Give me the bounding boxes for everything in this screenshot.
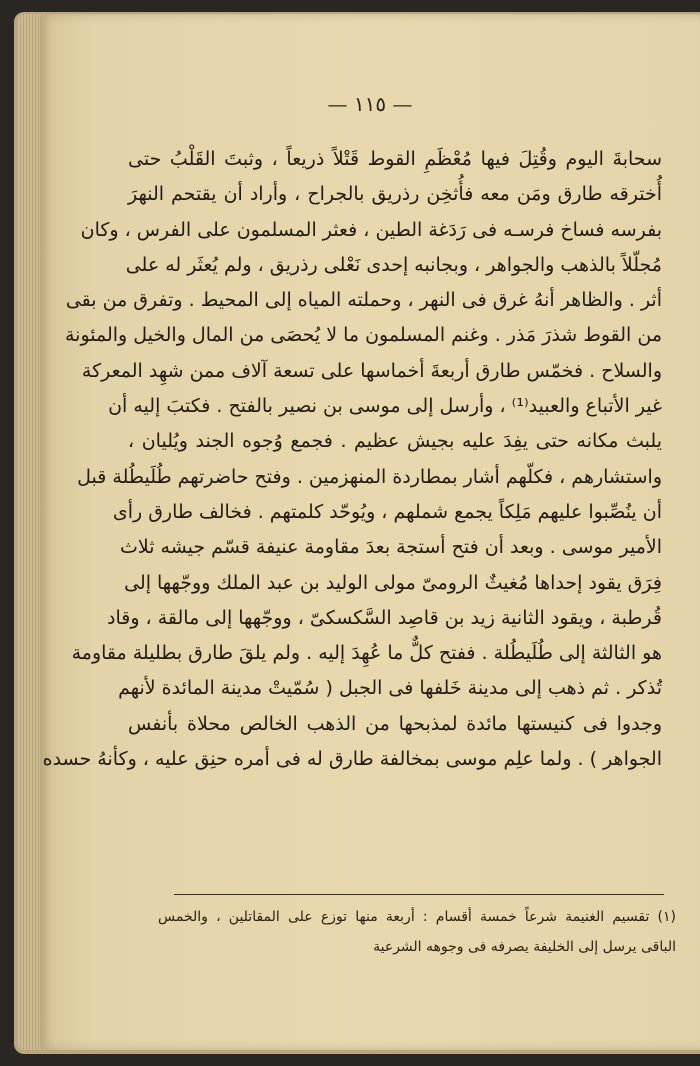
text-line: الأمير موسى . وبعد أن فتح أستجة بعدَ مقاومة عنيفة قسّم جيشه ثلاث (119, 536, 662, 559)
text-line: أُخترقه طارق ومَن معه فأُثخِن رذريق بالجراح ، وأراد أن يقتحم النهرَ (128, 183, 662, 206)
text-line: يلبث مكانه حتى يفِدَ عليه بجيش عظيم . فجمع وُجوه الجند ويُليان ، (128, 430, 662, 453)
book-page (40, 14, 700, 1050)
text-line: الجواهر ) . ولما علِم موسى بمخالفة طارق له فى أمره حنِق عليه ، وكأنهُ حسده (42, 748, 662, 771)
text-line: واستشارهم ، فكلّهم أشار بمطاردة المنهزمين . وفتح حاضرتهم طُلَيطُلة قبل (77, 465, 662, 488)
text-line: سحابةَ اليوم وقُتِلَ فيها مُعْظَمِ القوط قَتْلاً ذريعاً ، وثبتَ القَلْبُ حتى (128, 148, 662, 170)
text-line: وجدوا فى كنيستها مائدة لمذبحها من الذهب الخالص محلاة بأنفس (128, 712, 662, 735)
page-number: — ١١٥ — (327, 92, 413, 116)
text-line: والسلاح . فخمّس طارق أربعةَ أخماسها على تسعة آلاف ممن شهِد المعركة (81, 359, 662, 382)
footnote (158, 902, 676, 962)
text-line: مُجلّلاً بالذهب والجواهر ، وبجانبه إحدى نَعْلى رذريق ، ولم يُعثَر له على (125, 253, 662, 276)
body-text (42, 142, 662, 777)
text-line: قُرطبة ، ويقود الثانية زيد بن قاصِد السَّكسكىّ ، ووجّهها إلى مالقة ، وقاد (107, 606, 662, 629)
text-line: تُذكر . ثم ذهب إلى مدينة خَلفها فى الجبل ( سُمّيتْ مدينة المائدة لأنهم (118, 677, 662, 700)
text-line: بفرسه فساخ فرسـه فى رَدَغة الطين ، فعثر المسلمون على الفرس ، وكان (80, 218, 662, 241)
text-line: أثر . والظاهر أنهُ غرق فى النهر ، وحملته المياه إلى المحيط . وتفرق من بقى (65, 289, 662, 312)
text-line: فِرَق يقود إحداها مُغيثٌ الرومىّ مولى الوليد بن عبد الملك ووجّهها إلى (124, 571, 662, 594)
footnote-line: (١) تقسيم الغنيمة شرعاً خمسة أقسام : أربعة منها توزع على المقاتلين ، والخمس (158, 909, 676, 925)
footnote-line: الباقى يرسل إلى الخليفة يصرفه فى وجوهه الشرعية (373, 939, 676, 955)
text-line: أن ينُصِّبوا عليهم مَلِكاً يجمع شملهم ، ويُوحّد كلمتهم . فخالف طارق رأى (112, 500, 662, 523)
text-line: غير الأتباع والعبيد⁽¹⁾ ، وأرسل إلى موسى بن نصير بالفتح . فكتبَ إليه أن (108, 395, 662, 418)
text-line: هو الثالثة إلى طُلَيطُلة . ففتح كلٌّ ما عُهِدَ إليه . ولم يلقَ طارق بطليلة مقاومة (71, 642, 662, 665)
text-line: من القوط شذرَ مَذر . وغنم المسلمون ما لا يُحصَى من المال والخيل والمئونة (64, 324, 662, 347)
footnote-divider (174, 894, 664, 895)
